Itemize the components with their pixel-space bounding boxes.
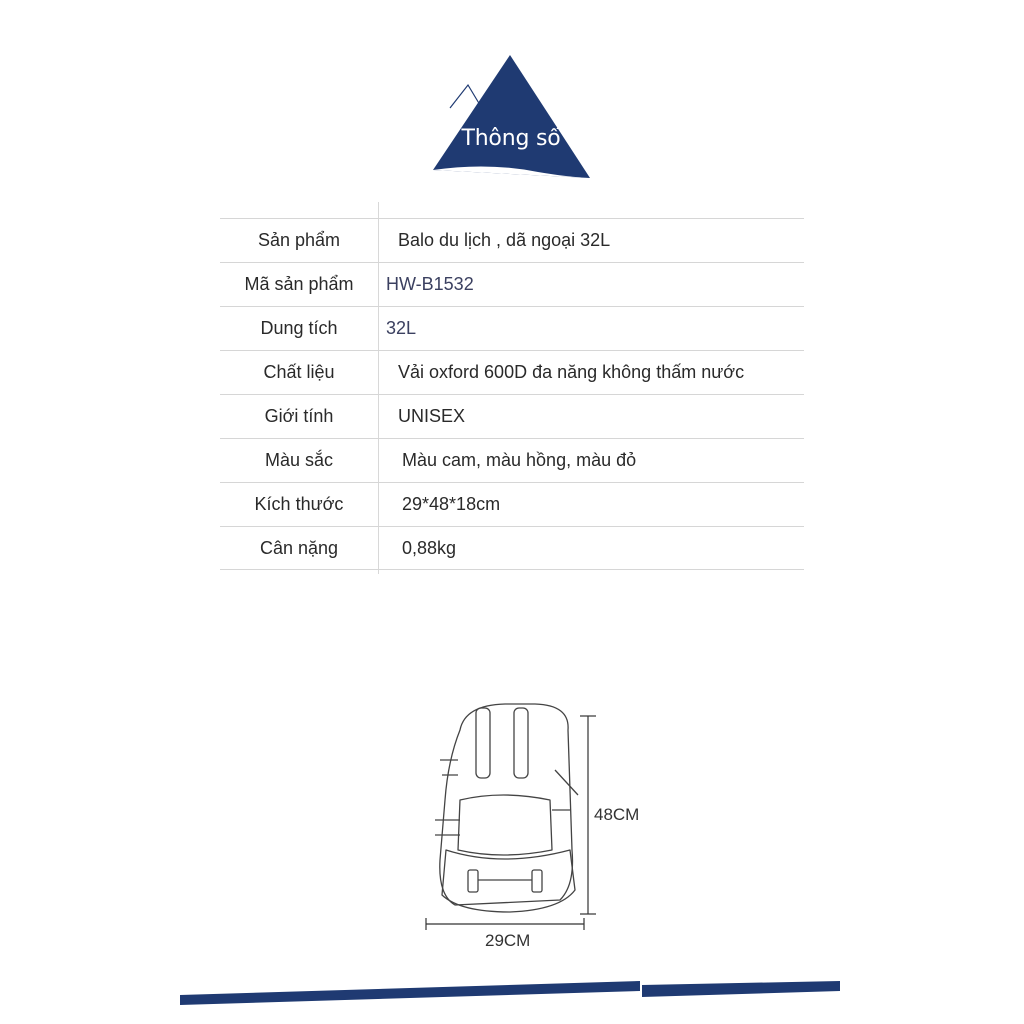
page-title: Thông số: [461, 126, 561, 151]
spec-label: Dung tích: [260, 318, 338, 338]
table-row: [220, 438, 804, 482]
spec-value: UNISEX: [398, 406, 466, 426]
spec-label: Cân nặng: [259, 537, 339, 558]
backpack-dimension-diagram: [420, 700, 660, 960]
table-row: [220, 262, 804, 306]
spec-label: Chất liệu: [263, 362, 335, 382]
spec-value: HW-B1532: [386, 274, 474, 294]
spec-table: [220, 218, 804, 570]
spec-label: Giới tính: [264, 406, 334, 426]
spec-value: Balo du lịch , dã ngoại 32L: [398, 230, 611, 250]
spec-value: 32L: [386, 318, 417, 338]
mountain-logo-icon: [428, 50, 598, 185]
spec-label: Kích thước: [254, 494, 344, 514]
width-label: 29CM: [485, 931, 531, 950]
table-row: [220, 482, 804, 526]
table-row: [220, 394, 804, 438]
table-row: [220, 306, 804, 350]
spec-label: Sản phẩm: [257, 230, 341, 250]
spec-label: Màu sắc: [264, 450, 334, 470]
backpack-outline-icon: [435, 704, 578, 912]
spec-label: Mã sản phẩm: [244, 274, 354, 294]
spec-value: Vải oxford 600D đa năng không thấm nước: [398, 362, 745, 382]
decorative-stripe: [180, 975, 844, 1015]
spec-value: 29*48*18cm: [402, 494, 501, 514]
table-row: [220, 350, 804, 394]
table-row: [220, 218, 804, 262]
width-dimension-line: [426, 918, 584, 930]
table-row: [220, 526, 804, 570]
height-label: 48CM: [594, 805, 640, 824]
spec-value: 0,88kg: [402, 537, 457, 558]
spec-value: Màu cam, màu hồng, màu đỏ: [402, 450, 637, 470]
